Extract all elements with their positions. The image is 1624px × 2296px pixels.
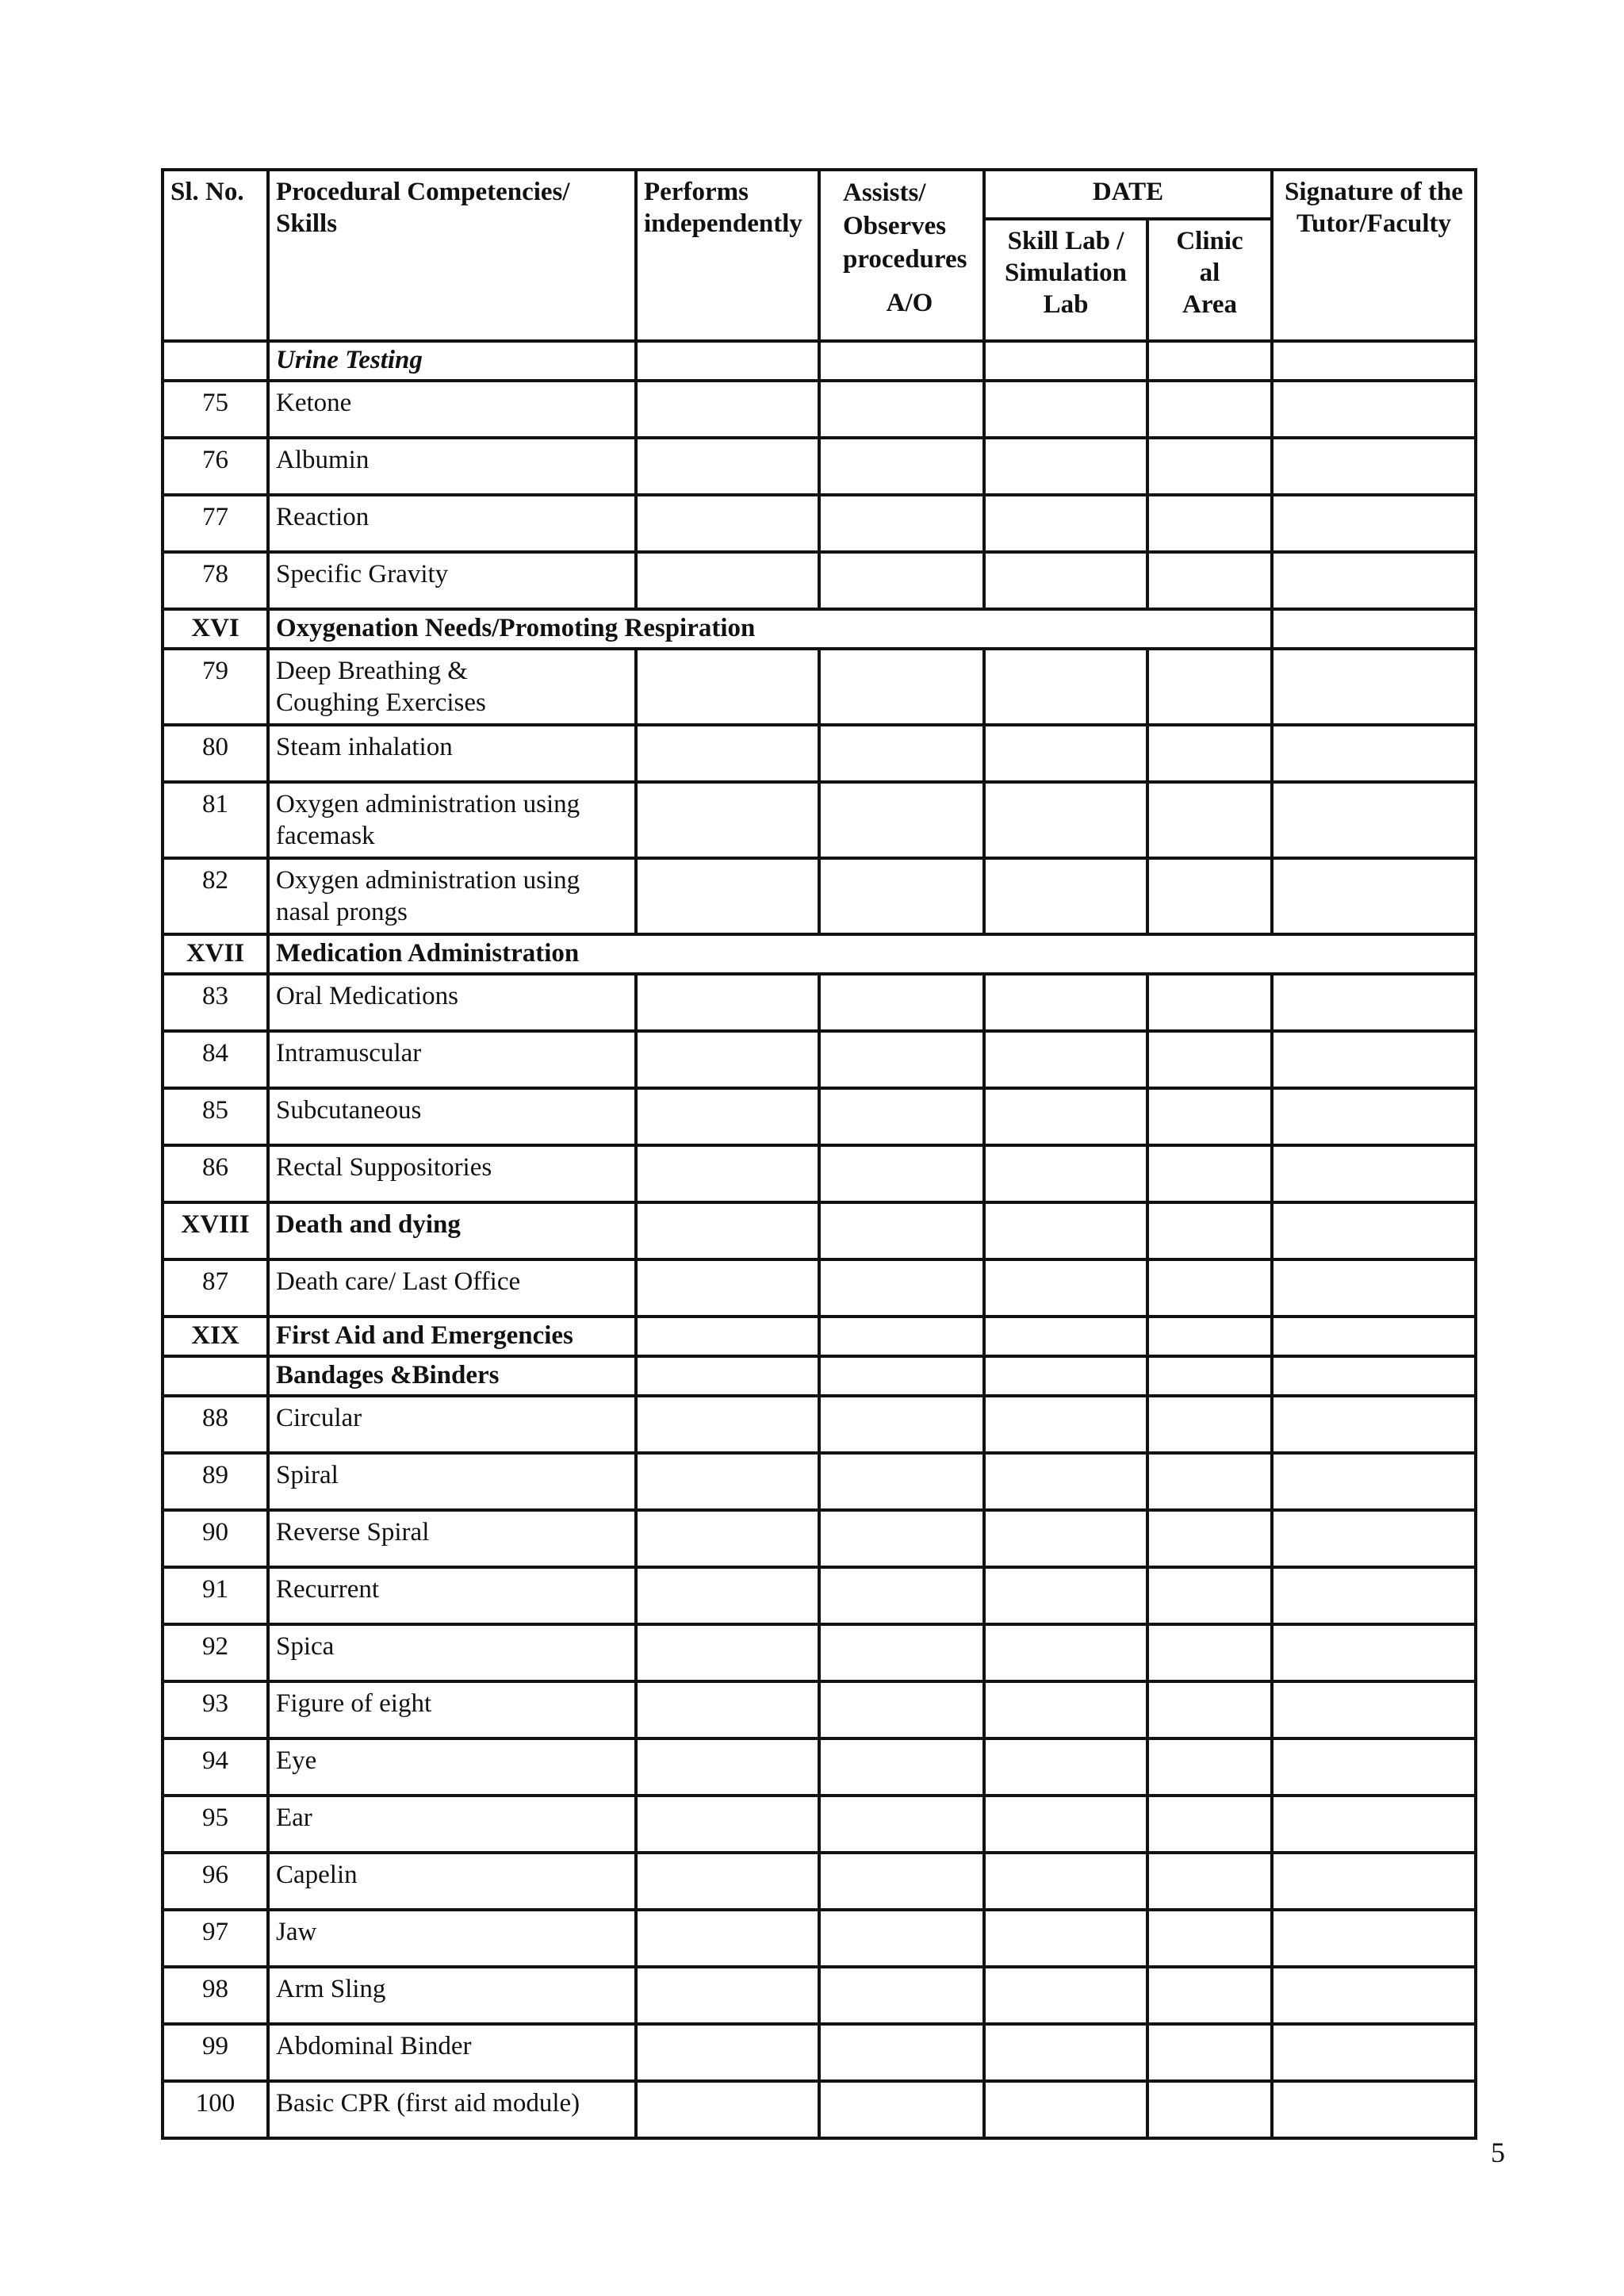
table-row — [163, 1088, 1476, 1145]
sl-no: 83 — [163, 974, 268, 1031]
sl-no: 92 — [163, 1624, 268, 1681]
sl-no: 85 — [163, 1088, 268, 1145]
section-number: XVII — [163, 934, 268, 974]
skill-lab-date-cell[interactable] — [984, 1967, 1147, 2024]
sl-no: 100 — [163, 2081, 268, 2138]
performs-cell[interactable] — [636, 1317, 819, 1356]
assists-cell[interactable] — [819, 1356, 984, 1396]
assists-cell[interactable] — [819, 1031, 984, 1088]
table-row — [163, 438, 1476, 495]
performs-cell[interactable] — [636, 1967, 819, 2024]
performs-cell[interactable] — [636, 1202, 819, 1259]
sl-no: 99 — [163, 2024, 268, 2081]
header-row — [163, 170, 1476, 219]
skill-lab-date-cell[interactable] — [984, 1567, 1147, 1624]
sl-no: 93 — [163, 1681, 268, 1738]
subsection-label: Bandages &Binders — [268, 1356, 636, 1396]
skill-lab-date-cell[interactable] — [984, 1453, 1147, 1510]
assists-cell[interactable] — [819, 974, 984, 1031]
sl-no: 95 — [163, 1796, 268, 1853]
assists-cell[interactable] — [819, 1396, 984, 1453]
skill-lab-date-cell[interactable] — [984, 1356, 1147, 1396]
clinical-date-cell[interactable] — [1147, 341, 1272, 381]
assists-cell[interactable] — [819, 649, 984, 725]
skill-lab-date-cell[interactable] — [984, 1681, 1147, 1738]
assists-cell[interactable] — [819, 1567, 984, 1624]
table-row — [163, 1453, 1476, 1510]
skill-name: Oxygen administration using facemask — [268, 782, 636, 858]
skill-name: Reverse Spiral — [268, 1510, 636, 1567]
clinical-date-cell[interactable] — [1147, 782, 1272, 858]
skill-name: Steam inhalation — [268, 725, 636, 782]
performs-cell[interactable] — [636, 1796, 819, 1853]
clinical-date-cell[interactable] — [1147, 858, 1272, 934]
signature-cell[interactable] — [1272, 2024, 1476, 2081]
clinical-date-cell[interactable] — [1147, 1624, 1272, 1681]
assists-cell[interactable] — [819, 1624, 984, 1681]
skill-lab-date-cell[interactable] — [984, 974, 1147, 1031]
signature-cell[interactable] — [1272, 1967, 1476, 2024]
performs-cell[interactable] — [636, 1738, 819, 1796]
sl-no-cell — [163, 1356, 268, 1396]
assists-cell[interactable] — [819, 1910, 984, 1967]
skill-name: Spica — [268, 1624, 636, 1681]
signature-cell[interactable] — [1272, 725, 1476, 782]
skill-name: Recurrent — [268, 1567, 636, 1624]
table-row — [163, 381, 1476, 438]
skill-name: Oxygen administration using nasal prongs — [268, 858, 636, 934]
header-signature: Signature of the Tutor/Faculty — [1272, 170, 1476, 341]
performs-cell[interactable] — [636, 2081, 819, 2138]
skill-name: Oral Medications — [268, 974, 636, 1031]
table-row — [163, 1681, 1476, 1738]
performs-cell[interactable] — [636, 2024, 819, 2081]
performs-cell[interactable] — [636, 1259, 819, 1317]
signature-cell[interactable] — [1272, 1356, 1476, 1396]
clinical-date-cell[interactable] — [1147, 649, 1272, 725]
signature-cell[interactable] — [1272, 438, 1476, 495]
header-performs: Performs independently — [636, 170, 819, 341]
table-row — [163, 495, 1476, 552]
assists-cell[interactable] — [819, 381, 984, 438]
skill-lab-date-cell[interactable] — [984, 341, 1147, 381]
performs-cell[interactable] — [636, 552, 819, 609]
table-row — [163, 1967, 1476, 2024]
signature-cell[interactable] — [1272, 1145, 1476, 1202]
table-row — [163, 1510, 1476, 1567]
page-number: 5 — [1491, 2137, 1505, 2168]
assists-cell[interactable] — [819, 1967, 984, 2024]
table-row — [163, 649, 1476, 725]
skill-name: Figure of eight — [268, 1681, 636, 1738]
performs-cell[interactable] — [636, 974, 819, 1031]
section-row — [163, 1202, 1476, 1259]
signature-cell[interactable] — [1272, 649, 1476, 725]
clinical-date-cell[interactable] — [1147, 1088, 1272, 1145]
skill-lab-date-cell[interactable] — [984, 438, 1147, 495]
skill-lab-date-cell[interactable] — [984, 495, 1147, 552]
skill-name: Ketone — [268, 381, 636, 438]
performs-cell[interactable] — [636, 1088, 819, 1145]
skill-lab-date-cell[interactable] — [984, 552, 1147, 609]
header-skill-lab: Skill Lab / Simulation Lab — [984, 219, 1147, 341]
assists-cell[interactable] — [819, 552, 984, 609]
skill-name: Rectal Suppositories — [268, 1145, 636, 1202]
table-row — [163, 782, 1476, 858]
sl-no: 90 — [163, 1510, 268, 1567]
skill-lab-date-cell[interactable] — [984, 1624, 1147, 1681]
sl-no: 84 — [163, 1031, 268, 1088]
performs-cell[interactable] — [636, 782, 819, 858]
skill-lab-date-cell[interactable] — [984, 1738, 1147, 1796]
table-row — [163, 1853, 1476, 1910]
table-row — [163, 1910, 1476, 1967]
signature-cell[interactable] — [1272, 1031, 1476, 1088]
section-number: XVI — [163, 609, 268, 649]
performs-cell[interactable] — [636, 495, 819, 552]
sl-no: 88 — [163, 1396, 268, 1453]
assists-cell[interactable] — [819, 2024, 984, 2081]
skill-lab-date-cell[interactable] — [984, 1910, 1147, 1967]
skill-name: Subcutaneous — [268, 1088, 636, 1145]
header-sl-no: Sl. No. — [163, 170, 268, 341]
sl-no: 77 — [163, 495, 268, 552]
performs-cell[interactable] — [636, 1853, 819, 1910]
skill-name: Abdominal Binder — [268, 2024, 636, 2081]
clinical-date-cell[interactable] — [1147, 1317, 1272, 1356]
sl-no: 75 — [163, 381, 268, 438]
clinical-date-cell[interactable] — [1147, 1681, 1272, 1738]
section-title: First Aid and Emergencies — [268, 1317, 636, 1356]
sl-no: 94 — [163, 1738, 268, 1796]
assists-cell[interactable] — [819, 1453, 984, 1510]
sl-no: 91 — [163, 1567, 268, 1624]
skill-name: Circular — [268, 1396, 636, 1453]
signature-cell[interactable] — [1272, 974, 1476, 1031]
performs-cell[interactable] — [636, 1145, 819, 1202]
assists-cell[interactable] — [819, 782, 984, 858]
table-row — [163, 1396, 1476, 1453]
sl-no: 97 — [163, 1910, 268, 1967]
sl-no: 76 — [163, 438, 268, 495]
skill-name: Jaw — [268, 1910, 636, 1967]
performs-cell[interactable] — [636, 381, 819, 438]
skill-lab-date-cell[interactable] — [984, 1088, 1147, 1145]
signature-cell[interactable] — [1272, 609, 1476, 649]
performs-cell[interactable] — [636, 1510, 819, 1567]
signature-cell[interactable] — [1272, 1259, 1476, 1317]
table-row — [163, 1567, 1476, 1624]
sl-no: 98 — [163, 1967, 268, 2024]
performs-cell[interactable] — [636, 1567, 819, 1624]
section-row — [163, 609, 1476, 649]
clinical-date-cell[interactable] — [1147, 1967, 1272, 2024]
performs-cell[interactable] — [636, 1031, 819, 1088]
section-row — [163, 1317, 1476, 1356]
skill-name: Ear — [268, 1796, 636, 1853]
clinical-date-cell[interactable] — [1147, 438, 1272, 495]
signature-cell[interactable] — [1272, 1738, 1476, 1796]
performs-cell[interactable] — [636, 1624, 819, 1681]
clinical-date-cell[interactable] — [1147, 381, 1272, 438]
table-row — [163, 2081, 1476, 2138]
assists-cell[interactable] — [819, 1510, 984, 1567]
skill-name: Spiral — [268, 1453, 636, 1510]
skill-name: Death care/ Last Office — [268, 1259, 636, 1317]
clinical-date-cell[interactable] — [1147, 552, 1272, 609]
signature-cell[interactable] — [1272, 1396, 1476, 1453]
performs-cell[interactable] — [636, 649, 819, 725]
skill-lab-date-cell[interactable] — [984, 2024, 1147, 2081]
signature-cell[interactable] — [1272, 1088, 1476, 1145]
skill-name: Arm Sling — [268, 1967, 636, 2024]
signature-cell[interactable] — [1272, 1317, 1476, 1356]
header-competencies: Procedural Competencies/ Skills — [268, 170, 636, 341]
signature-cell[interactable] — [1272, 1202, 1476, 1259]
performs-cell[interactable] — [636, 1356, 819, 1396]
table-row — [163, 725, 1476, 782]
assists-cell[interactable] — [819, 858, 984, 934]
section-number: XVIII — [163, 1202, 268, 1259]
performs-cell[interactable] — [636, 858, 819, 934]
table-row — [163, 1624, 1476, 1681]
performs-cell[interactable] — [636, 1910, 819, 1967]
clinical-date-cell[interactable] — [1147, 2081, 1272, 2138]
signature-cell[interactable] — [1272, 1567, 1476, 1624]
clinical-date-cell[interactable] — [1147, 2024, 1272, 2081]
skill-lab-date-cell[interactable] — [984, 782, 1147, 858]
signature-cell[interactable] — [1272, 1910, 1476, 1967]
clinical-date-cell[interactable] — [1147, 1031, 1272, 1088]
skill-lab-date-cell[interactable] — [984, 1145, 1147, 1202]
table-row — [163, 2024, 1476, 2081]
clinical-date-cell[interactable] — [1147, 1202, 1272, 1259]
assists-cell[interactable] — [819, 1853, 984, 1910]
signature-cell[interactable] — [1272, 552, 1476, 609]
skill-name: Specific Gravity — [268, 552, 636, 609]
clinical-date-cell[interactable] — [1147, 974, 1272, 1031]
clinical-date-cell[interactable] — [1147, 1796, 1272, 1853]
signature-cell[interactable] — [1272, 495, 1476, 552]
skill-lab-date-cell[interactable] — [984, 858, 1147, 934]
signature-cell[interactable] — [1272, 2081, 1476, 2138]
sl-no: 81 — [163, 782, 268, 858]
table-row — [163, 1145, 1476, 1202]
skill-name: Basic CPR (first aid module) — [268, 2081, 636, 2138]
clinical-date-cell[interactable] — [1147, 1453, 1272, 1510]
performs-cell[interactable] — [636, 1681, 819, 1738]
skill-name: Deep Breathing & Coughing Exercises — [268, 649, 636, 725]
clinical-date-cell[interactable] — [1147, 725, 1272, 782]
header-assists-label: Assists/ Observes procedures — [843, 178, 967, 274]
table-row — [163, 552, 1476, 609]
skill-lab-date-cell[interactable] — [984, 1031, 1147, 1088]
subsection-row — [163, 341, 1476, 381]
sl-no: 80 — [163, 725, 268, 782]
assists-cell[interactable] — [819, 1088, 984, 1145]
clinical-date-cell[interactable] — [1147, 1910, 1272, 1967]
table-row — [163, 974, 1476, 1031]
signature-cell[interactable] — [1272, 341, 1476, 381]
section-title: Oxygenation Needs/Promoting Respiration — [268, 609, 1272, 649]
clinical-date-cell[interactable] — [1147, 495, 1272, 552]
sl-no: 79 — [163, 649, 268, 725]
signature-cell[interactable] — [1272, 1453, 1476, 1510]
sl-no: 87 — [163, 1259, 268, 1317]
section-row — [163, 934, 1476, 974]
assists-cell[interactable] — [819, 1259, 984, 1317]
signature-cell[interactable] — [1272, 1510, 1476, 1567]
skill-name: Eye — [268, 1738, 636, 1796]
clinical-date-cell[interactable] — [1147, 1396, 1272, 1453]
table-row — [163, 1031, 1476, 1088]
section-number: XIX — [163, 1317, 268, 1356]
assists-cell[interactable] — [819, 725, 984, 782]
assists-cell[interactable] — [819, 495, 984, 552]
skill-lab-date-cell[interactable] — [984, 725, 1147, 782]
header-clinical-area: Clinic al Area — [1147, 219, 1272, 341]
skill-name: Intramuscular — [268, 1031, 636, 1088]
assists-cell[interactable] — [819, 2081, 984, 2138]
sl-no: 96 — [163, 1853, 268, 1910]
skill-lab-date-cell[interactable] — [984, 649, 1147, 725]
clinical-date-cell[interactable] — [1147, 1145, 1272, 1202]
performs-cell[interactable] — [636, 438, 819, 495]
performs-cell[interactable] — [636, 725, 819, 782]
skill-lab-date-cell[interactable] — [984, 1510, 1147, 1567]
assists-cell[interactable] — [819, 1317, 984, 1356]
clinical-date-cell[interactable] — [1147, 1356, 1272, 1396]
sl-no: 82 — [163, 858, 268, 934]
signature-cell[interactable] — [1272, 1796, 1476, 1853]
header-assists-code: A/O — [886, 289, 933, 317]
assists-cell[interactable] — [819, 1738, 984, 1796]
skill-lab-date-cell[interactable] — [984, 1853, 1147, 1910]
signature-cell[interactable] — [1272, 1624, 1476, 1681]
signature-cell[interactable] — [1272, 1853, 1476, 1910]
performs-cell[interactable] — [636, 341, 819, 381]
assists-cell[interactable] — [819, 1145, 984, 1202]
signature-cell[interactable] — [1272, 858, 1476, 934]
subsection-label: Urine Testing — [268, 341, 636, 381]
table-row — [163, 858, 1476, 934]
performs-cell[interactable] — [636, 1396, 819, 1453]
sl-no: 86 — [163, 1145, 268, 1202]
subsection-row — [163, 1356, 1476, 1396]
assists-cell[interactable] — [819, 1681, 984, 1738]
skill-lab-date-cell[interactable] — [984, 1796, 1147, 1853]
procedural-competencies-table — [161, 168, 1474, 2140]
assists-cell[interactable] — [819, 438, 984, 495]
skill-lab-date-cell[interactable] — [984, 1202, 1147, 1259]
header-date: DATE — [984, 170, 1272, 219]
clinical-date-cell[interactable] — [1147, 1510, 1272, 1567]
table-row — [163, 1796, 1476, 1853]
skill-name: Albumin — [268, 438, 636, 495]
skill-name: Capelin — [268, 1853, 636, 1910]
assists-cell[interactable] — [819, 1202, 984, 1259]
clinical-date-cell[interactable] — [1147, 1738, 1272, 1796]
section-title: Medication Administration — [268, 934, 1476, 974]
assists-cell[interactable] — [819, 1796, 984, 1853]
performs-cell[interactable] — [636, 1453, 819, 1510]
signature-cell[interactable] — [1272, 782, 1476, 858]
skill-name: Reaction — [268, 495, 636, 552]
skill-lab-date-cell[interactable] — [984, 1317, 1147, 1356]
table-row — [163, 1738, 1476, 1796]
header-assists — [819, 170, 984, 341]
skill-lab-date-cell[interactable] — [984, 1396, 1147, 1453]
sl-no-cell — [163, 341, 268, 381]
skill-lab-date-cell[interactable] — [984, 1259, 1147, 1317]
skill-lab-date-cell[interactable] — [984, 2081, 1147, 2138]
table-row — [163, 1259, 1476, 1317]
signature-cell[interactable] — [1272, 1681, 1476, 1738]
skill-lab-date-cell[interactable] — [984, 381, 1147, 438]
clinical-date-cell[interactable] — [1147, 1259, 1272, 1317]
clinical-date-cell[interactable] — [1147, 1853, 1272, 1910]
assists-cell[interactable] — [819, 341, 984, 381]
sl-no: 78 — [163, 552, 268, 609]
clinical-date-cell[interactable] — [1147, 1567, 1272, 1624]
section-title: Death and dying — [268, 1202, 636, 1259]
sl-no: 89 — [163, 1453, 268, 1510]
signature-cell[interactable] — [1272, 381, 1476, 438]
